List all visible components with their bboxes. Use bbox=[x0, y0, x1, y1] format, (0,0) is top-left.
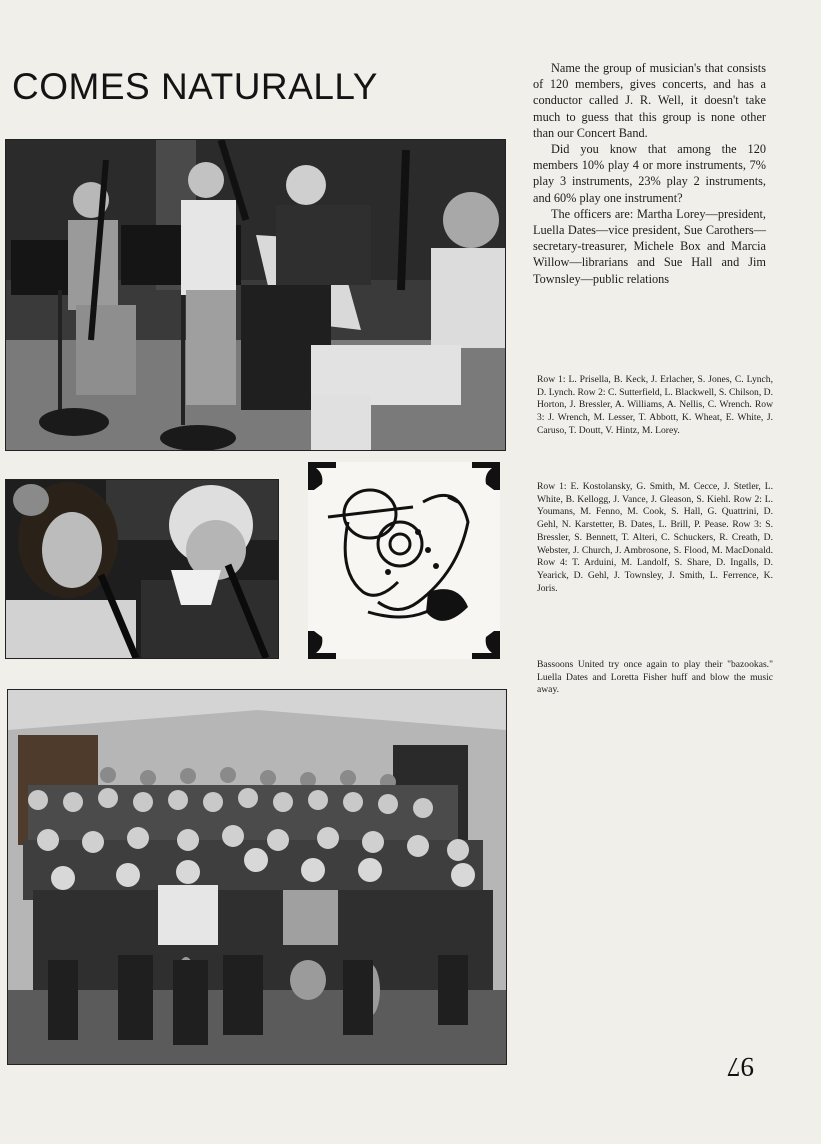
woodwind-quartet-photo bbox=[5, 139, 506, 451]
page-number: 97 bbox=[727, 1052, 754, 1082]
caption-quartet-rows: Row 1: L. Prisella, B. Keck, J. Erlacher, S. Jones, C. Lynch, D. Lynch. Row 2: C. Sutterfield, L. Blackwell, S. Chilson, D. Horton, J. Bressler, A. Williams, A. Nellis, C. Wrench. Row 3: J. Wrench, M. Lesser, T. Abbott, K. Wheat, E. White, J. Caruso, T. Doutt, V. Hintz, M. Lorey. bbox=[537, 374, 773, 436]
body-copy bbox=[533, 60, 766, 287]
caption-bassoons: Bassoons United try once again to play their "bazookas." Luella Dates and Loretta Fisher huff and blow the music away. bbox=[537, 659, 773, 696]
concert-band-group-photo bbox=[7, 689, 507, 1065]
body-paragraph-officers: The officers are: Martha Lorey—president, Luella Dates—vice president, Sue Carothers—secretary-treasurer, Michele Box and Marcia Willow—librarians and Sue Hall and Jim Townsley—public relations bbox=[533, 206, 766, 286]
caption-band-rows: Row 1: E. Kostolansky, G. Smith, M. Cecce, J. Stetler, L. White, B. Kellogg, J. Vance, J. Gleason, S. Kiehl. Row 2: L. Youmans, M. Fenno, M. Cook, S. Hall, G. Quattrini, D. Gehl, N. Karstetter, B. Dates, L. Brill, P. Pease. Row 3: S. Bressler, S. Bennett, T. Alteri, C. Schuckers, R. Creath, D. Webster, J. Church, J. Ambrosone, S. Flood, M. MacDonald. Row 4: T. Arduini, M. Landolf, S. Share, D. Ingalls, D. Yearick, D. Gehl, J. Townsley, J. Smith, L. Ferrence, K. Joris. bbox=[537, 481, 773, 594]
clarinet-players-photo bbox=[5, 479, 279, 659]
body-paragraph-intro: Name the group of musician's that consists of 120 members, gives concerts, and has a conductor called J. R. Well, it doesn't take much to guess that this group is none other than our Concert Band. bbox=[533, 61, 766, 140]
headline: COMES NATURALLY bbox=[12, 66, 378, 107]
body-paragraph-instruments: Did you know that among the 120 members 10% play 4 or more instruments, 7% play 3 instruments, 23% play 2 instruments, and 60% play one instrument? bbox=[533, 142, 766, 205]
instruments-clipart bbox=[308, 462, 500, 659]
